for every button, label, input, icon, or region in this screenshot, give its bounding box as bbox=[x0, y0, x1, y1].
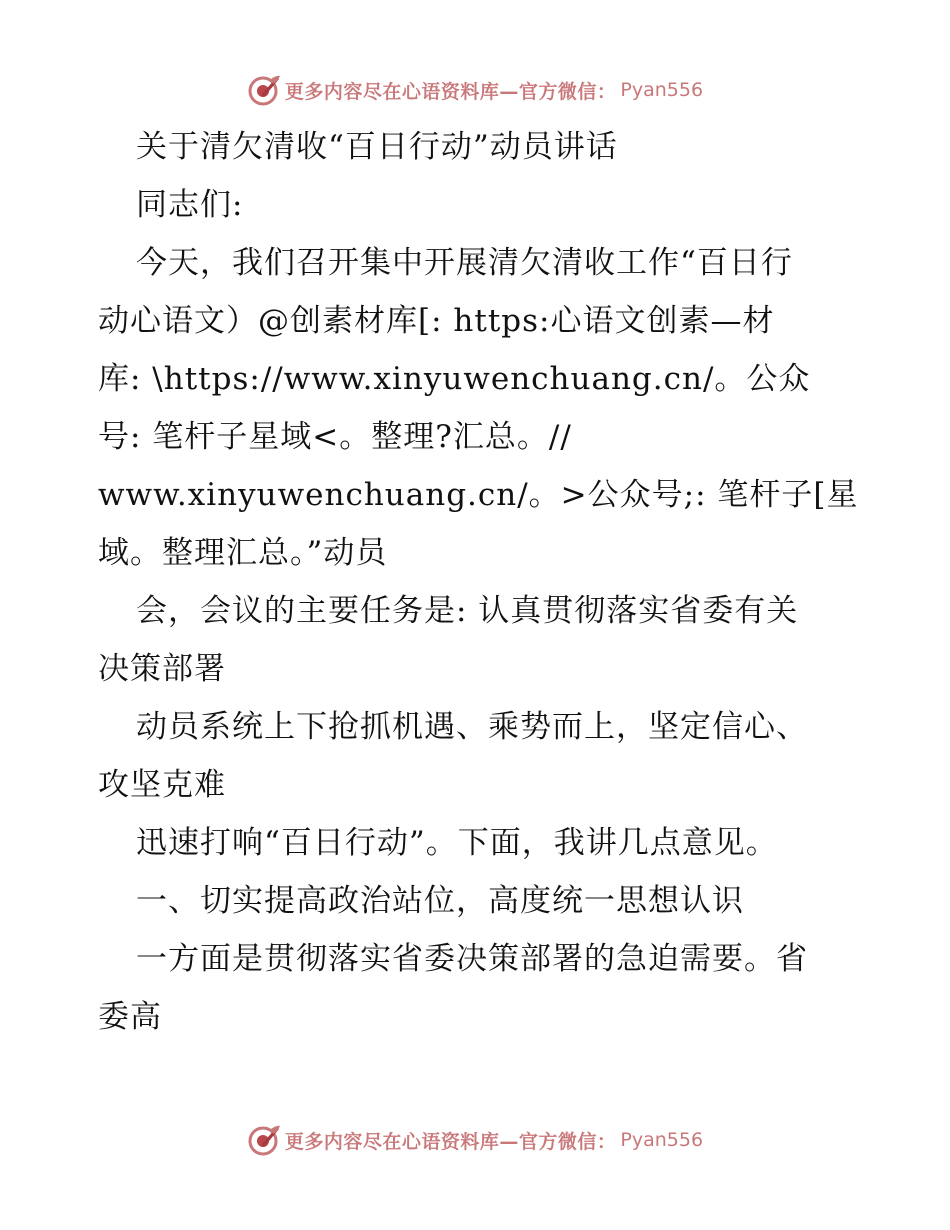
watermark-wechat-id: Pyan556 bbox=[620, 1129, 704, 1151]
footer-watermark-banner bbox=[0, 1120, 950, 1160]
watermark-slogan: 更多内容尽在心语资料库—官方微信： bbox=[284, 80, 617, 103]
watermark-slogan: 更多内容尽在心语资料库—官方微信： bbox=[284, 1130, 617, 1153]
document-line: 域。整理汇总。”动员 bbox=[98, 535, 388, 571]
quill-pen-logo-icon bbox=[247, 73, 281, 107]
document-line: 迅速打响“百日行动”。下面，我讲几点意见。 bbox=[136, 825, 778, 861]
document-line: 一、切实提高政治站位，高度统一思想认识 bbox=[136, 883, 744, 919]
document-line: 动心语文）@创素材库[: https:心语文创素—材 bbox=[98, 303, 775, 339]
document-line: www.xinyuwenchuang.cn/。>公众号;: 笔杆子[星 bbox=[98, 477, 859, 513]
header-watermark-banner bbox=[0, 70, 950, 110]
document-line: 同志们: bbox=[136, 187, 244, 223]
document-line: 库: \https://www.xinyuwenchuang.cn/。公众 bbox=[98, 361, 811, 397]
quill-pen-logo-icon bbox=[247, 1123, 281, 1157]
document-line: 关于清欠清收“百日行动”动员讲话 bbox=[136, 129, 618, 165]
document-line: 一方面是贯彻落实省委决策部署的急迫需要。省 bbox=[136, 941, 808, 977]
watermark-wechat-id: Pyan556 bbox=[620, 79, 704, 101]
document-line: 决策部署 bbox=[98, 651, 226, 687]
document-line: 动员系统上下抢抓机遇、乘势而上，坚定信心、 bbox=[136, 709, 808, 745]
document-line: 今天，我们召开集中开展清欠清收工作“百日行 bbox=[136, 245, 793, 281]
document-line: 号: 笔杆子星域<。整理?汇总。// bbox=[98, 419, 572, 455]
document-line: 攻坚克难 bbox=[98, 767, 226, 803]
document-line: 会，会议的主要任务是: 认真贯彻落实省委有关 bbox=[136, 593, 799, 629]
document-line: 委高 bbox=[98, 999, 162, 1035]
document-body bbox=[98, 118, 858, 1046]
